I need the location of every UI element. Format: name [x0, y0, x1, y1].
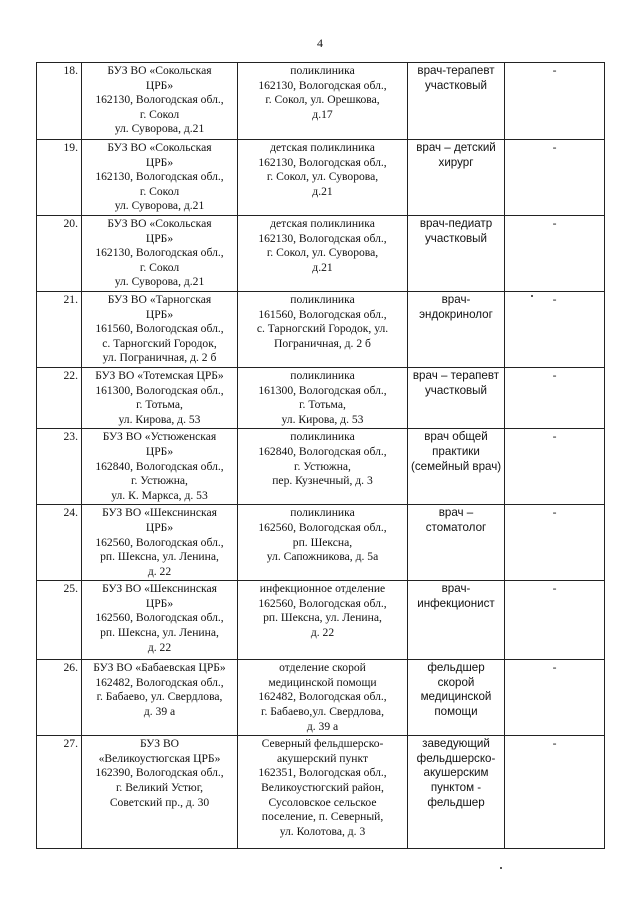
workplace-cell-line: 161300, Вологодская обл., [258, 383, 387, 397]
note-cell: - [505, 140, 605, 216]
workplace-cell-line: г. Сокол, ул. Суворова, [266, 246, 379, 260]
organization-cell-line: ЦРБ» [145, 78, 174, 92]
organization-cell [82, 63, 238, 140]
table-row [37, 581, 605, 660]
row-number: 22. [37, 367, 82, 428]
workplace-cell [238, 63, 408, 140]
organization-cell [82, 505, 238, 581]
workplace-cell-line: ул. Кирова, д. 53 [281, 412, 364, 426]
workplace-cell-line: д.21 [312, 260, 333, 274]
workplace-cell [238, 505, 408, 581]
workplace-cell-line: поликлиника [290, 64, 355, 77]
position-cell-line: участковый [424, 231, 487, 245]
table-row [37, 140, 605, 216]
workplace-cell [238, 367, 408, 428]
workplace-cell-line: д. 39 а [306, 719, 339, 733]
workplace-cell-line: с. Тарногский Городок, ул. [256, 322, 389, 336]
workplace-cell-line: 162130, Вологодская обл., [258, 155, 387, 169]
organization-cell [82, 367, 238, 428]
organization-cell-line: ул. Кирова, д. 53 [118, 412, 201, 426]
organization-cell-line: ул. Пограничная, д. 2 б [102, 351, 217, 365]
workplace-cell-line: поликлиника [290, 506, 355, 520]
workplace-cell-line: поселение, п. Северный, [261, 810, 384, 824]
workplace-cell-line: д. 22 [310, 626, 335, 640]
note-cell: - [505, 505, 605, 581]
organization-cell-line: г. Тотьма, [136, 398, 183, 412]
organization-cell-line: 161560, Вологодская обл., [95, 322, 224, 336]
note-cell: - [505, 291, 605, 367]
organization-cell-line: ЦРБ» [145, 520, 174, 534]
workplace-cell-line: Пограничная, д. 2 б [274, 336, 371, 350]
position-cell-line: врач-педиатр [419, 216, 493, 230]
table-row [37, 429, 605, 505]
workplace-cell-line: поликлиника [290, 368, 355, 382]
organization-cell-line: ул. Суворова, д.21 [114, 122, 205, 136]
note-cell: - [505, 367, 605, 428]
organization-cell-line: «Великоустюгская ЦРБ» [98, 751, 221, 765]
note-cell: - [505, 63, 605, 140]
organization-cell [82, 660, 238, 736]
workplace-cell [238, 736, 408, 849]
workplace-cell-line: поликлиника [290, 430, 355, 444]
workplace-cell-line: д.21 [312, 184, 333, 198]
organization-cell-line: г. Великий Устюг, [115, 781, 204, 795]
organization-cell-line: БУЗ ВО «Тарногская [107, 292, 212, 306]
position-cell-line: скорой [437, 675, 475, 689]
organization-cell-line: ЦРБ» [145, 231, 174, 245]
workplace-cell-line: г. Бабаево,ул. Свердлова, [261, 705, 384, 719]
organization-cell-line: ЦРБ» [145, 155, 174, 169]
workplace-cell-line: ул. Колотова, д. 3 [279, 824, 366, 838]
organization-cell-line: ул. Суворова, д.21 [114, 199, 205, 213]
table-body [37, 63, 605, 849]
row-number: 23. [37, 429, 82, 505]
organization-cell-line: БУЗ ВО «Устюженская [102, 430, 217, 444]
workplace-cell-line: акушерский пункт [276, 751, 369, 765]
row-number: 24. [37, 505, 82, 581]
workplace-cell-line: 162351, Вологодская обл., [258, 766, 387, 780]
page-number: 4 [317, 36, 323, 50]
position-cell-line: инфекционист [417, 596, 495, 610]
position-cell-line: помощи [434, 705, 478, 719]
workplace-cell-line: Сусоловское сельское [268, 795, 377, 809]
table-row [37, 215, 605, 291]
position-cell-line: фельдшер [427, 661, 485, 675]
workplace-cell-line: 162560, Вологодская обл., [258, 596, 387, 610]
position-cell-line: врач- [441, 292, 471, 306]
organization-cell-line: 161300, Вологодская обл., [95, 383, 224, 397]
workplace-cell-line: 162130, Вологодская обл., [258, 231, 387, 245]
workplace-cell [238, 660, 408, 736]
workplace-cell-line: отделение скорой [279, 661, 366, 675]
position-cell [408, 291, 505, 367]
organization-cell-line: БУЗ ВО «Сокольская [107, 216, 212, 230]
position-cell-line: врач – детский [416, 141, 496, 154]
organization-cell-line: ЦРБ» [145, 596, 174, 610]
workplace-cell-line: г. Сокол, ул. Орешкова, [265, 93, 380, 107]
scan-speck [531, 295, 533, 297]
position-cell [408, 140, 505, 216]
table-row [37, 505, 605, 581]
table-row [37, 736, 605, 849]
organization-cell-line: г. Сокол [139, 260, 180, 274]
organization-cell-line: 162130, Вологодская обл., [95, 93, 224, 107]
workplace-cell-line: г. Тотьма, [299, 398, 346, 412]
organization-cell-line: рп. Шексна, ул. Ленина, [100, 626, 219, 640]
workplace-cell [238, 215, 408, 291]
organization-cell-line: д. 22 [147, 640, 172, 654]
position-cell [408, 736, 505, 849]
position-cell [408, 429, 505, 505]
organization-cell-line: БУЗ ВО «Тотемская ЦРБ» [95, 368, 224, 382]
organization-cell-line: рп. Шексна, ул. Ленина, [100, 550, 219, 564]
position-cell-line: фельдшерско- [416, 751, 496, 765]
organization-cell-line: д. 39 а [143, 705, 176, 719]
organization-cell-line: 162130, Вологодская обл., [95, 170, 224, 184]
position-cell-line: хирург [438, 155, 474, 169]
workplace-cell-line: поликлиника [290, 292, 355, 306]
organization-cell [82, 736, 238, 849]
row-number: 25. [37, 581, 82, 660]
table-row [37, 660, 605, 736]
workplace-cell-line: рп. Шексна, [292, 535, 353, 549]
organization-cell-line: д. 22 [147, 564, 172, 578]
workplace-cell-line: медицинской помощи [268, 675, 377, 689]
workplace-cell-line: д.17 [312, 107, 333, 121]
position-cell [408, 367, 505, 428]
workplace-cell-line: 162482, Вологодская обл., [258, 690, 387, 704]
organization-cell-line: г. Сокол [139, 107, 180, 121]
position-cell-line: акушерским [423, 766, 489, 780]
position-cell-line: пунктом - [430, 781, 482, 795]
workplace-cell-line: детская поликлиника [270, 216, 375, 230]
organization-cell-line: 162560, Вологодская обл., [95, 611, 224, 625]
workplace-cell-line: 162560, Вологодская обл., [258, 520, 387, 534]
row-number: 27. [37, 736, 82, 849]
note-cell: - [505, 660, 605, 736]
position-cell-line: стоматолог [425, 520, 487, 534]
organization-cell-line: ул. Суворова, д.21 [114, 275, 205, 289]
position-cell-line: заведующий [422, 737, 490, 751]
scan-speck [500, 867, 502, 869]
position-cell-line: врач-терапевт [417, 64, 495, 77]
position-cell-line: врач общей [424, 430, 488, 444]
organization-cell-line: 162560, Вологодская обл., [95, 535, 224, 549]
note-cell: - [505, 736, 605, 849]
position-cell [408, 505, 505, 581]
organization-cell-line: БУЗ ВО [139, 737, 180, 751]
workplace-cell [238, 291, 408, 367]
workplace-cell [238, 581, 408, 660]
note-cell: - [505, 429, 605, 505]
organization-cell-line: 162482, Вологодская обл., [95, 675, 224, 689]
row-number: 26. [37, 660, 82, 736]
workplace-cell-line: 162840, Вологодская обл., [258, 444, 387, 458]
position-cell-line: участковый [424, 78, 487, 92]
workplace-cell-line: пер. Кузнечный, д. 3 [272, 474, 373, 488]
position-cell [408, 581, 505, 660]
position-cell-line: медицинской [420, 690, 492, 704]
organization-cell-line: Советский пр., д. 30 [109, 795, 210, 809]
workplace-cell-line: Северный фельдшерско- [261, 737, 384, 751]
organization-cell-line: 162390, Вологодская обл., [95, 766, 224, 780]
position-cell-line: эндокринолог [419, 307, 493, 321]
workplace-cell-line: г. Устюжна, [294, 459, 351, 473]
organization-cell-line: БУЗ ВО «Шекснинская [102, 582, 217, 596]
organization-cell-line: БУЗ ВО «Сокольская [107, 141, 212, 154]
organization-cell-line: г. Устюжна, [131, 474, 188, 488]
organization-cell-line: с. Тарногский Городок, [102, 336, 217, 350]
workplace-cell-line: 161560, Вологодская обл., [258, 307, 387, 321]
workplace-cell-line: ул. Сапожникова, д. 5а [266, 550, 379, 564]
position-cell-line: врач – [438, 506, 474, 520]
organization-cell-line: г. Бабаево, ул. Свердлова, [96, 690, 223, 704]
workplace-cell-line: детская поликлиника [270, 141, 375, 154]
row-number: 20. [37, 215, 82, 291]
organization-cell [82, 581, 238, 660]
organization-cell-line: БУЗ ВО «Сокольская [107, 64, 212, 77]
position-cell-line: фельдшер [427, 795, 485, 809]
vacancy-table [36, 62, 605, 849]
row-number: 19. [37, 140, 82, 216]
note-cell: - [505, 215, 605, 291]
organization-cell-line: ул. К. Маркса, д. 53 [111, 488, 208, 502]
workplace-cell-line: г. Сокол, ул. Суворова, [266, 170, 379, 184]
table-row [37, 63, 605, 140]
organization-cell-line: ЦРБ» [145, 307, 174, 321]
position-cell-line: участковый [424, 383, 487, 397]
position-cell [408, 63, 505, 140]
position-cell-line: (семейный врач) [411, 459, 502, 473]
note-cell: - [505, 581, 605, 660]
workplace-cell-line: 162130, Вологодская обл., [258, 78, 387, 92]
organization-cell-line: БУЗ ВО «Бабаевская ЦРБ» [93, 661, 226, 675]
position-cell [408, 215, 505, 291]
position-cell-line: врач – терапевт [412, 368, 500, 382]
table-row [37, 367, 605, 428]
organization-cell [82, 215, 238, 291]
organization-cell-line: ЦРБ» [145, 444, 174, 458]
organization-cell-line: 162130, Вологодская обл., [95, 246, 224, 260]
row-number: 21. [37, 291, 82, 367]
row-number: 18. [37, 63, 82, 140]
organization-cell [82, 429, 238, 505]
workplace-cell [238, 140, 408, 216]
organization-cell-line: БУЗ ВО «Шекснинская [102, 506, 217, 520]
workplace-cell-line: инфекционное отделение [259, 582, 386, 596]
organization-cell-line: 162840, Вологодская обл., [95, 459, 224, 473]
position-cell [408, 660, 505, 736]
organization-cell [82, 140, 238, 216]
position-cell-line: практики [432, 444, 480, 458]
workplace-cell [238, 429, 408, 505]
workplace-cell-line: рп. Шексна, ул. Ленина, [263, 611, 382, 625]
organization-cell [82, 291, 238, 367]
table-row [37, 291, 605, 367]
workplace-cell-line: Великоустюгский район, [261, 781, 384, 795]
organization-cell-line: г. Сокол [139, 184, 180, 198]
position-cell-line: врач- [441, 582, 471, 596]
